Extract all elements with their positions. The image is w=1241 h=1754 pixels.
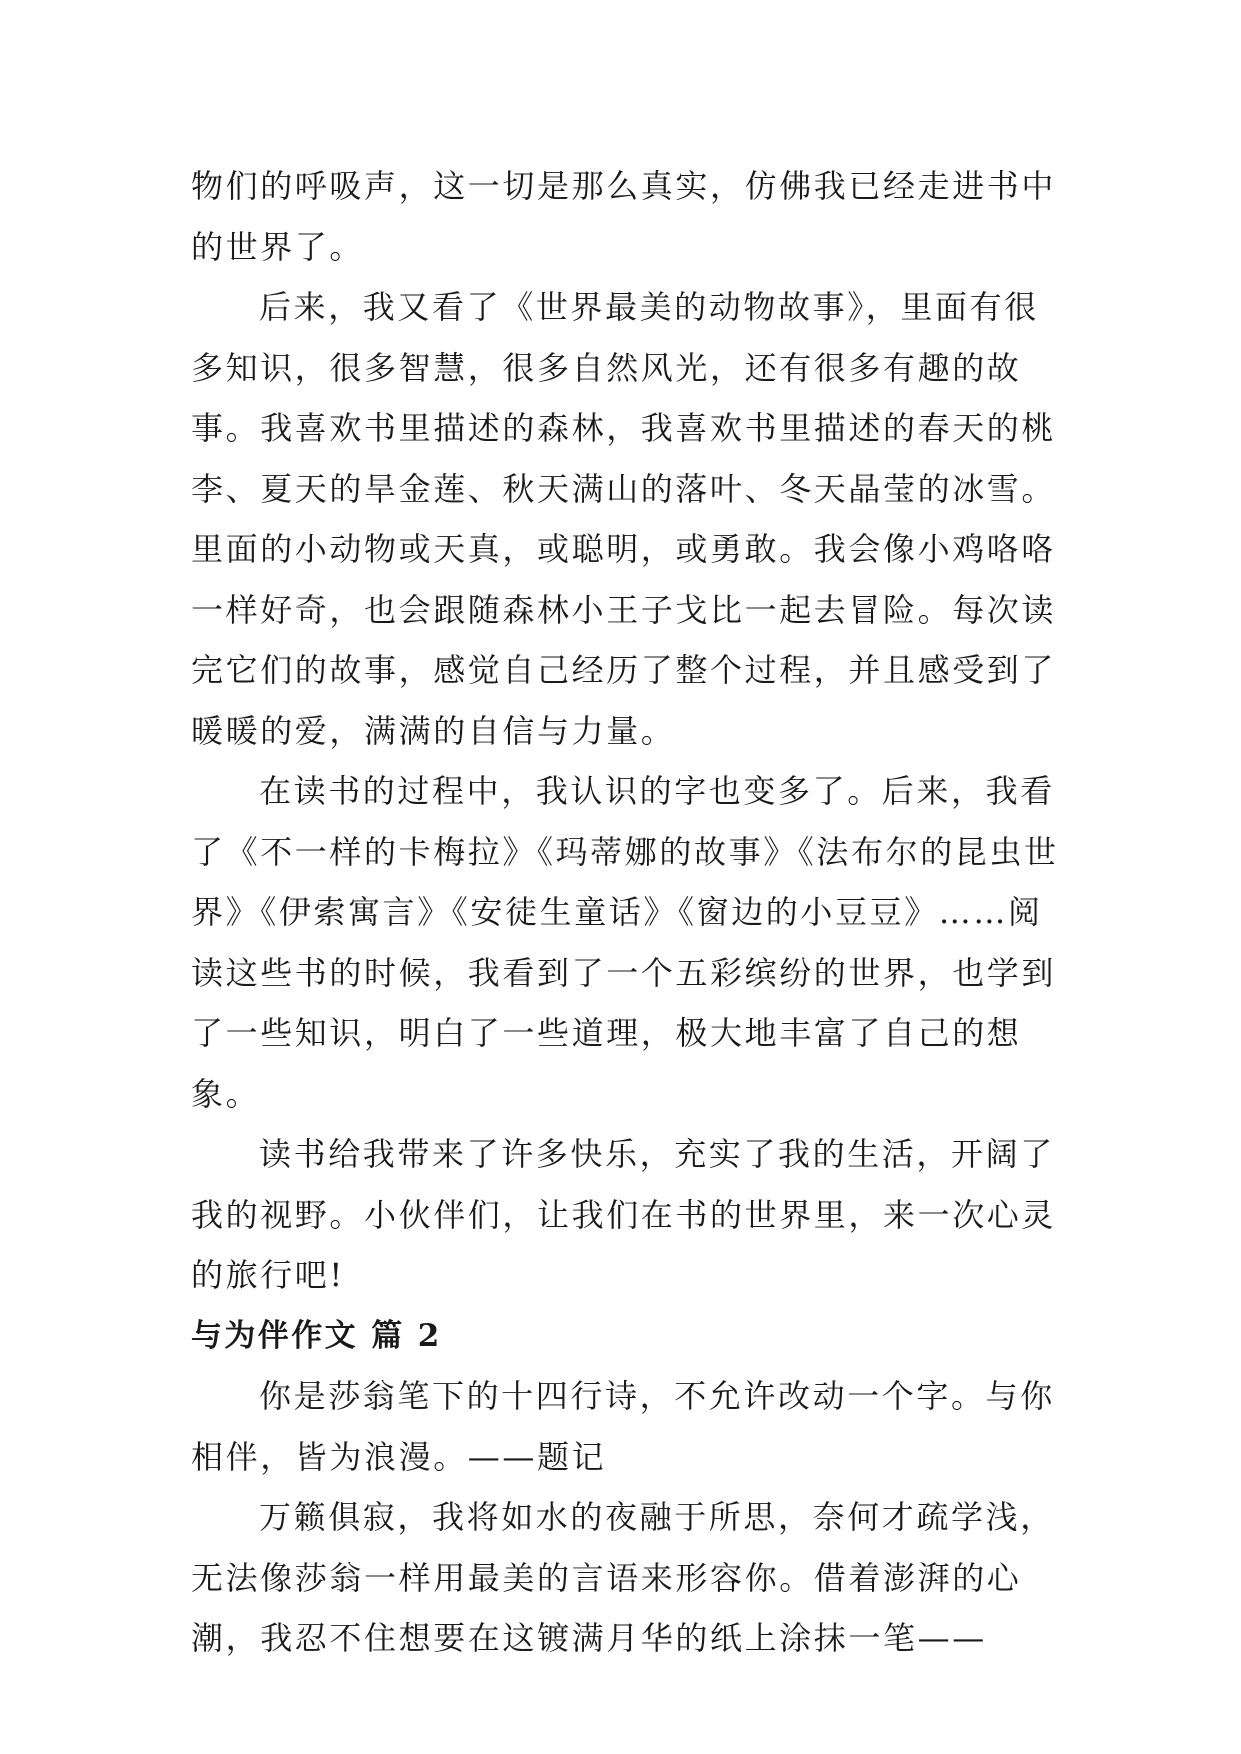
paragraph-opening: 万籁俱寂，我将如水的夜融于所思，奈何才疏学浅，无法像莎翁一样用最美的言语来形容你。借着澎湃的心潮，我忍不住想要在这镀满月华的纸上涂抹一笔—— [191,1498,1055,1657]
paragraph-animal-stories: 后来，我又看了《世界最美的动物故事》，里面有很多知识，很多智慧，很多自然风光，还有很多有趣的故事。我喜欢书里描述的森林，我喜欢书里描述的春天的桃李、夏天的旱金莲、秋天满山的落叶、冬天晶莹的冰雪。里面的小动物或天真，或聪明，或勇敢。我会像小鸡咯咯一样好奇，也会跟随森林小王子戈比一起去冒险。每次读完它们的故事，感觉自己经历了整个过程，并且感受到了暖暖的爱，满满的自信与力量。 [191,288,1057,750]
document-body [191,156,1071,1669]
paragraph-epigraph: 你是莎翁笔下的十四行诗，不允许改动一个字。与你相伴，皆为浪漫。——题记 [191,1377,1055,1476]
paragraph-reading-joy: 读书给我带来了许多快乐，充实了我的生活，开阔了我的视野。小伙伴们，让我们在书的世界里，来一次心灵的旅行吧! [191,1135,1057,1294]
section-heading: 与为伴作文 篇 2 [191,1317,442,1354]
paragraph-continuation: 物们的呼吸声，这一切是那么真实，仿佛我已经走进书中的世界了。 [191,167,1057,266]
paragraph-reading-process: 在读书的过程中，我认识的字也变多了。后来，我看了《不一样的卡梅拉》《玛蒂娜的故事》《法布尔的昆虫世界》《伊索寓言》《安徒生童话》《窗边的小豆豆》……阅读这些书的时候，我看到了一个五彩缤纷的世界，也学到了一些知识，明白了一些道理，极大地丰富了自己的想象。 [191,772,1059,1113]
